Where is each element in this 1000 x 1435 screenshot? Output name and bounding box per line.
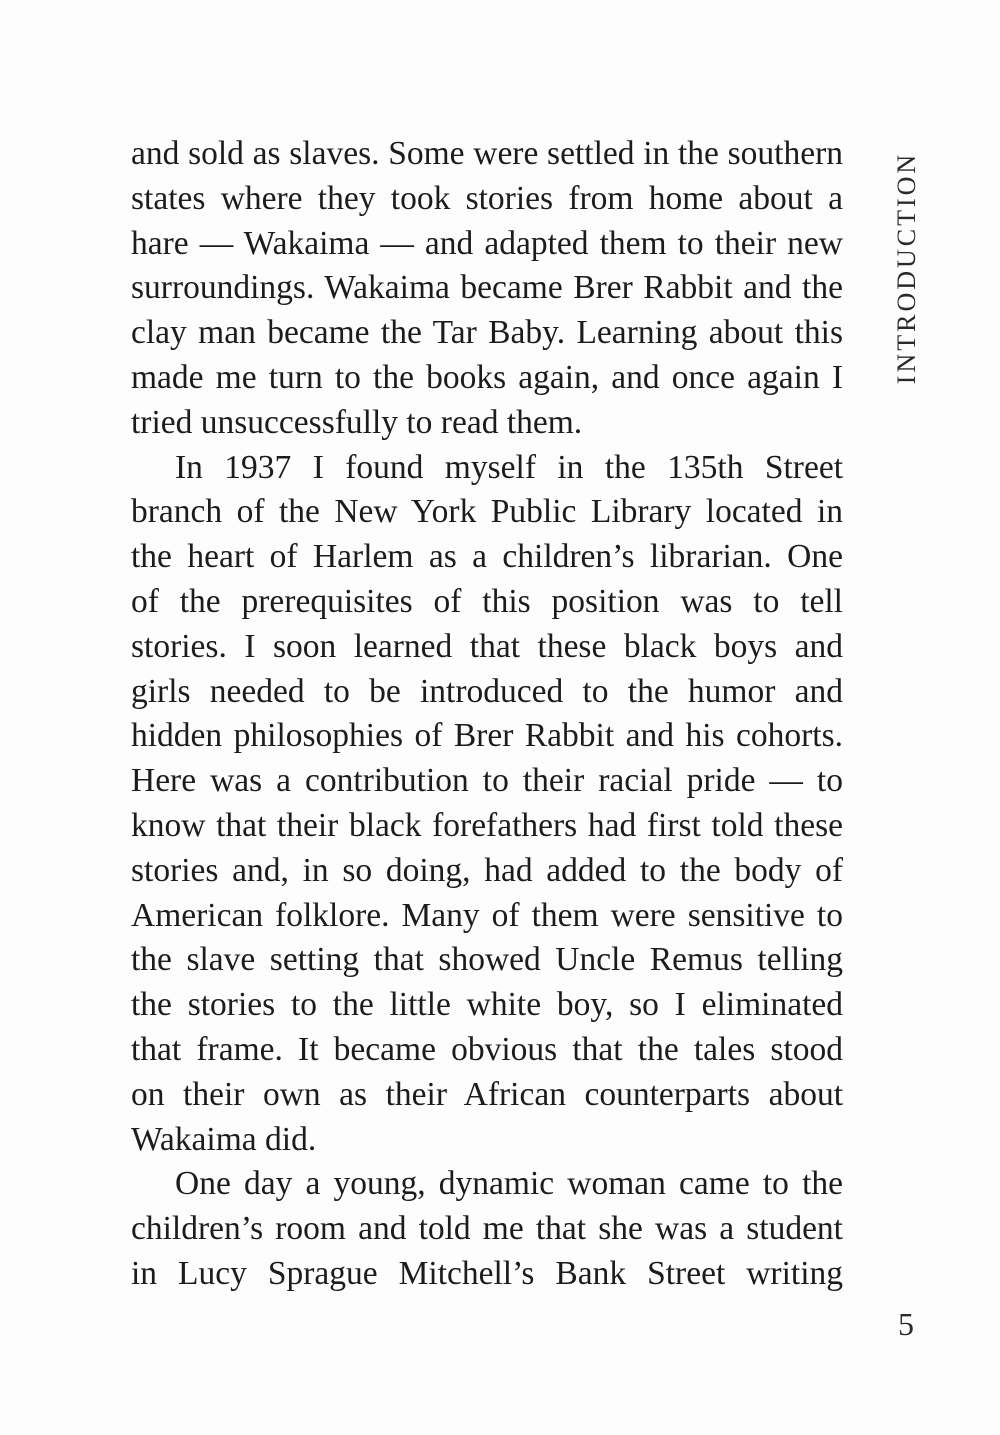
text-line: and sold as slaves. Some were settled in the southern bbox=[131, 135, 843, 172]
text-line: stories. I soon learned that these black boys and bbox=[131, 627, 843, 665]
running-head: INTRODUCTION bbox=[892, 151, 921, 385]
text-line: surroundings. Wakaima became Brer Rabbit and the bbox=[131, 269, 843, 307]
text-line: the slave setting that showed Uncle Remus telling bbox=[131, 941, 843, 979]
text-line: tried unsuccessfully to read them. bbox=[131, 403, 583, 441]
text-line: girls needed to be introduced to the humor and bbox=[131, 672, 843, 710]
text-line: Here was a contribution to their racial pride — to bbox=[131, 762, 843, 800]
text-line: in Lucy Sprague Mitchell’s Bank Street writing bbox=[131, 1254, 843, 1292]
text-line: clay man became the Tar Baby. Learning about this bbox=[131, 314, 843, 352]
text-line: In 1937 I found myself in the 135th Street bbox=[175, 448, 843, 486]
text-line: know that their black forefathers had first told these bbox=[131, 806, 843, 844]
body-text bbox=[131, 132, 843, 1297]
page-number: 5 bbox=[898, 1306, 914, 1342]
text-line: branch of the New York Public Library located in bbox=[131, 493, 843, 531]
text-line: hidden philosophies of Brer Rabbit and his cohorts. bbox=[131, 717, 843, 755]
text-line: the stories to the little white boy, so I eliminated bbox=[131, 986, 843, 1024]
text-line: the heart of Harlem as a children’s librarian. One bbox=[131, 538, 843, 576]
text-line: children’s room and told me that she was a student bbox=[131, 1210, 843, 1248]
text-line: on their own as their African counterparts about bbox=[131, 1075, 843, 1113]
text-line: of the prerequisites of this position was to tell bbox=[131, 582, 843, 620]
text-line: that frame. It became obvious that the tales stood bbox=[131, 1030, 843, 1068]
text-line: Wakaima did. bbox=[131, 1120, 317, 1158]
text-line: made me turn to the books again, and once again I bbox=[131, 358, 843, 396]
text-line: stories and, in so doing, had added to the body of bbox=[131, 851, 843, 889]
text-line: One day a young, dynamic woman came to the bbox=[175, 1165, 843, 1203]
text-line: hare — Wakaima — and adapted them to their new bbox=[131, 224, 843, 262]
text-line: states where they took stories from home about a bbox=[131, 179, 843, 217]
text-line: American folklore. Many of them were sensitive to bbox=[131, 896, 843, 934]
